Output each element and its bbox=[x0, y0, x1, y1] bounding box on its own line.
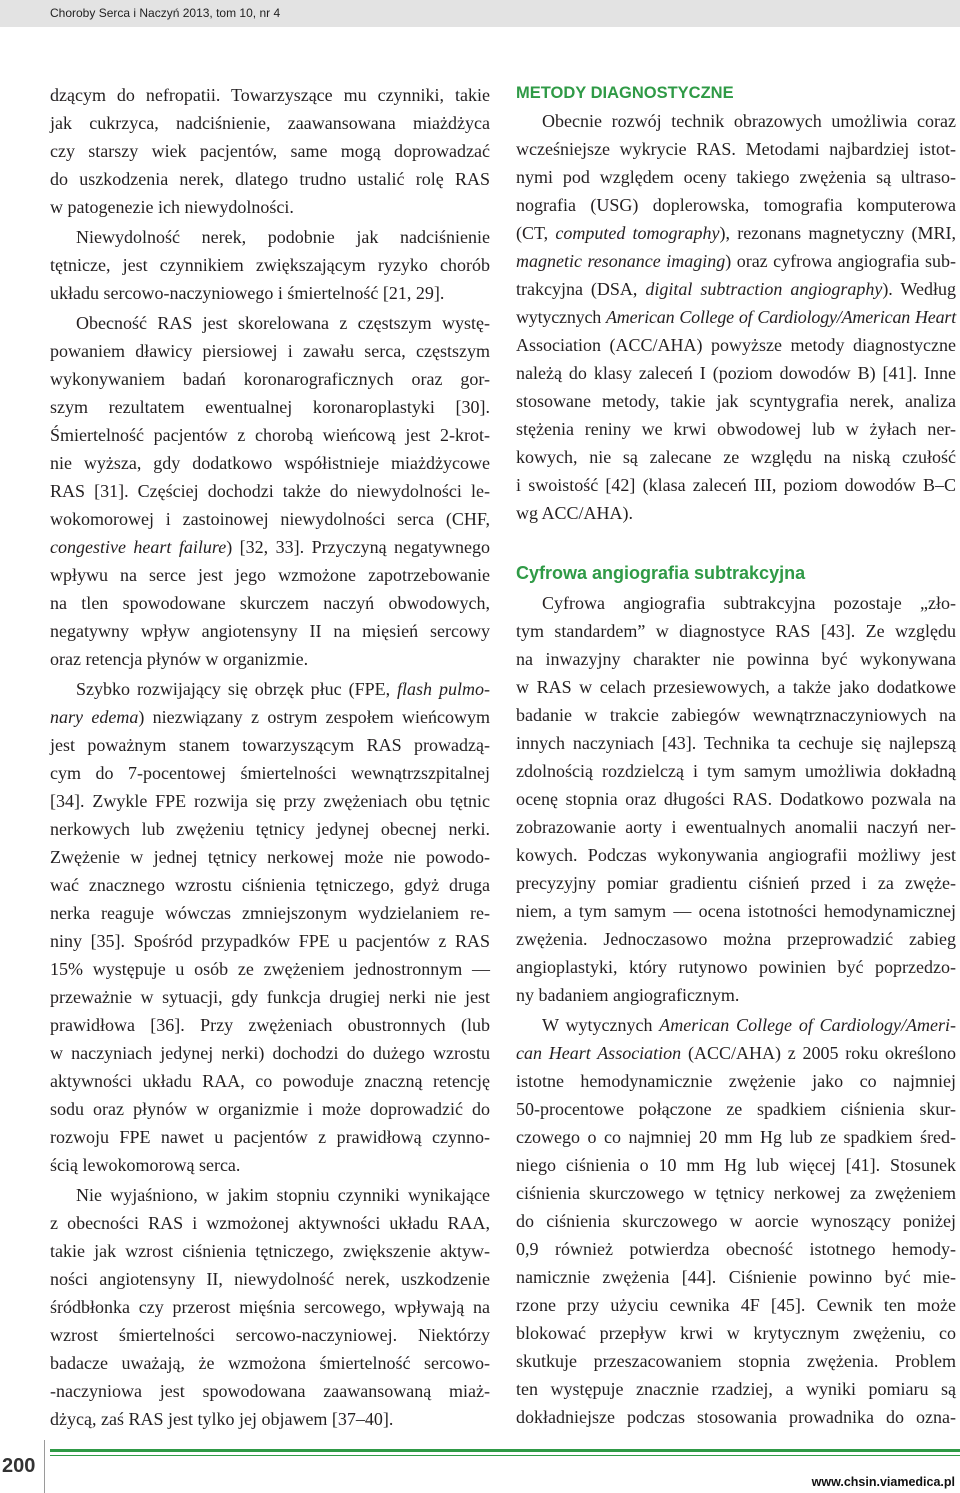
text-line bbox=[50, 617, 490, 645]
text-segment: takie jak wzrost ciśnienia tętniczego, zwiększenie aktyw- bbox=[50, 1241, 490, 1261]
text-segment: w RAS w celach przesiewowych, a także jako dodatkowe bbox=[516, 677, 956, 697]
text-segment: ciśnienia skurczowego w tętnicy nerkowej za zwężeniem bbox=[516, 1183, 956, 1203]
text-segment: tym standardem” w diagnostyce RAS [43]. Ze względu bbox=[516, 621, 956, 641]
text-line bbox=[516, 1011, 956, 1039]
italic-text: American College of Cardiology/Ameri- bbox=[659, 1015, 956, 1035]
text-segment: oraz retencja płynów w organizmie. bbox=[50, 649, 309, 669]
text-segment: do ciśnienia skurczowego w aorcie wynoszący poniżej bbox=[516, 1211, 956, 1231]
text-segment: 0,9 również potwierdza obecność istotnego hemody- bbox=[516, 1239, 956, 1259]
text-segment: kowych. Podczas wykonywania angiografii możliwy jest bbox=[516, 845, 956, 865]
page-number: 200 bbox=[2, 1455, 36, 1477]
text-line bbox=[516, 981, 956, 1009]
text-segment: czowego o co najmniej 20 mm Hg lub ze spadkiem śred- bbox=[516, 1127, 956, 1147]
text-line bbox=[516, 247, 956, 275]
text-segment: zobrazowanie aorty i ewentualnych anomalii naczyń ner- bbox=[516, 817, 956, 837]
paragraph bbox=[50, 309, 490, 673]
text-segment: zwężenia. Jednoczasowo można przeprowadzić zabieg bbox=[516, 929, 956, 949]
text-line bbox=[516, 1067, 956, 1095]
text-segment: układu sercowo-naczyniowego i śmiertelność [21, 29]. bbox=[50, 283, 445, 303]
text-segment: ścią lewokomorową serca. bbox=[50, 1155, 241, 1175]
text-line bbox=[516, 219, 956, 247]
text-segment: niego ciśnienia o 10 mm Hg lub więcej [41]. Stosunek bbox=[516, 1155, 956, 1175]
text-line bbox=[50, 1181, 490, 1209]
italic-text: magnetic resonance imaging bbox=[516, 251, 726, 271]
text-segment: zdolnością rozdzielczą i tym samym umożliwia dokładną bbox=[516, 761, 956, 781]
text-line bbox=[516, 1179, 956, 1207]
journal-website: www.chsin.viamedica.pl bbox=[811, 1475, 955, 1489]
text-line bbox=[50, 675, 490, 703]
text-line bbox=[50, 1377, 490, 1405]
italic-text: computed tomography bbox=[555, 223, 720, 243]
text-line bbox=[516, 925, 956, 953]
text-segment: badacze uważają, że wzmożona śmiertelność sercowo- bbox=[50, 1353, 490, 1373]
text-segment: śródbłonka czy przerost mięśnia sercowego, wpływają na bbox=[50, 1297, 490, 1317]
text-segment: rozwoju FPE nawet u pacjentów z prawidłową czynno- bbox=[50, 1127, 490, 1147]
text-segment: namicznie zwężenia [44]. Ciśnienie powinno być mie- bbox=[516, 1267, 956, 1287]
text-segment: na inwazyjny charakter nie powinna być wykonywana bbox=[516, 649, 956, 669]
text-segment: dżycą, zaś RAS jest tylko jej objawem [37–40]. bbox=[50, 1409, 394, 1429]
text-line bbox=[516, 1123, 956, 1151]
footer-rule bbox=[50, 1449, 960, 1452]
text-line bbox=[50, 393, 490, 421]
text-segment: niny [35]. Spośród przypadków FPE u pacjentów z RAS bbox=[50, 931, 490, 951]
text-segment: czy starszy wiek pacjentów, same mogą doprowadzać bbox=[50, 141, 490, 161]
text-segment: badanie w trakcie zabiegów wewnątrznaczyniowych na bbox=[516, 705, 956, 725]
text-segment: kowych, nie są zalecane ze względu na niską czułość bbox=[516, 447, 956, 467]
paragraph bbox=[50, 81, 490, 221]
text-line bbox=[50, 449, 490, 477]
text-segment: ocenę stopnia oraz długości RAS. Dodatkowo pozwala na bbox=[516, 789, 956, 809]
text-line bbox=[50, 137, 490, 165]
text-line bbox=[516, 275, 956, 303]
text-line bbox=[516, 897, 956, 925]
text-line bbox=[516, 471, 956, 499]
text-line bbox=[516, 499, 956, 527]
text-line bbox=[50, 815, 490, 843]
text-line bbox=[516, 953, 956, 981]
text-segment: tętnicze, jest czynnikiem zwiększającym ryzyko chorób bbox=[50, 255, 490, 275]
running-title: Choroby Serca i Naczyń 2013, tom 10, nr 4 bbox=[50, 6, 281, 20]
text-segment: niem, a tym samym — ocena istotności hemodynamicznej bbox=[516, 901, 956, 921]
text-line bbox=[50, 1405, 490, 1433]
text-line bbox=[50, 1039, 490, 1067]
text-segment: z obecności RAS i wzmożonej aktywności układu RAA, bbox=[50, 1213, 490, 1233]
text-line bbox=[50, 365, 490, 393]
text-segment: precyzyjny pomiar gradientu ciśnień przed i za zwęże- bbox=[516, 873, 956, 893]
text-line bbox=[50, 955, 490, 983]
text-line bbox=[516, 1291, 956, 1319]
text-segment: stężenia reniny we krwi obwodowej lub w żyłach ner- bbox=[516, 419, 956, 439]
text-segment: Cyfrowa angiografia subtrakcyjna pozostaje „zło- bbox=[542, 593, 956, 613]
text-line bbox=[50, 533, 490, 561]
text-segment: 15% występuje u osób ze zwężeniem jednostronnym — bbox=[50, 959, 490, 979]
footer-rule-thin bbox=[50, 1455, 960, 1456]
text-line bbox=[50, 561, 490, 589]
text-line bbox=[50, 1209, 490, 1237]
italic-text: flash pulmo- bbox=[397, 679, 490, 699]
text-line bbox=[516, 191, 956, 219]
text-segment: ) [32, 33]. Przyczyną negatywnego bbox=[226, 537, 490, 557]
text-line bbox=[50, 983, 490, 1011]
paragraph bbox=[50, 223, 490, 307]
text-line bbox=[516, 673, 956, 701]
text-line bbox=[516, 869, 956, 897]
text-line bbox=[516, 841, 956, 869]
text-line bbox=[50, 81, 490, 109]
text-segment: Association (ACC/AHA) powyższe metody diagnostyczne bbox=[516, 335, 956, 355]
paragraph bbox=[516, 107, 956, 527]
text-segment: wokomorowej i zastoinowej niewydolności serca (CHF, bbox=[50, 509, 490, 529]
text-line bbox=[50, 1293, 490, 1321]
paragraph bbox=[50, 1181, 490, 1433]
text-segment: Niewydolność nerek, podobnie jak nadciśnienie bbox=[76, 227, 490, 247]
text-line bbox=[516, 387, 956, 415]
text-segment: wytycznych bbox=[516, 307, 606, 327]
text-line bbox=[50, 421, 490, 449]
text-line bbox=[516, 1207, 956, 1235]
text-segment: ) niezwiązany z ostrym zespołem wieńcowym bbox=[138, 707, 490, 727]
text-segment: jak cukrzyca, nadciśnienie, zaawansowana miażdżyca bbox=[50, 113, 490, 133]
text-line bbox=[516, 303, 956, 331]
section-heading: METODY DIAGNOSTYCZNE bbox=[516, 84, 734, 102]
text-line bbox=[50, 589, 490, 617]
text-segment: wać znacznego wzrostu ciśnienia tętniczego, gdyż druga bbox=[50, 875, 490, 895]
text-line bbox=[50, 703, 490, 731]
text-line bbox=[516, 107, 956, 135]
text-line bbox=[50, 645, 490, 673]
text-segment: Obecnie rozwój technik obrazowych umożliwia coraz bbox=[542, 111, 956, 131]
text-line bbox=[50, 899, 490, 927]
text-segment: i swoistość [42] (klasa zaleceń III, poziom dowodów B–C bbox=[516, 475, 956, 495]
italic-text: nary edema bbox=[50, 707, 139, 727]
text-line bbox=[516, 1347, 956, 1375]
text-line bbox=[516, 163, 956, 191]
text-segment: negatywny wpływ angiotensyny II na mięsień sercowy bbox=[50, 621, 490, 641]
right-column bbox=[516, 79, 956, 1431]
text-line bbox=[50, 1349, 490, 1377]
text-segment: Obecność RAS jest skorelowana z częstszym wystę- bbox=[76, 313, 490, 333]
text-segment: RAS [31]. Częściej dochodzi także do niewydolności le- bbox=[50, 481, 490, 501]
text-segment: na tlen spowodowane skurczem naczyń obwodowych, bbox=[50, 593, 490, 613]
text-segment: wcześniejsze wykrycie RAS. Metodami najbardziej istot- bbox=[516, 139, 956, 159]
text-segment: ) oraz cyfrowa angiografia sub- bbox=[725, 251, 956, 271]
text-segment: nografia (USG) doplerowska, tomografia komputerowa bbox=[516, 195, 956, 215]
text-segment: ). Według bbox=[882, 279, 956, 299]
paragraph bbox=[516, 589, 956, 1009]
text-line bbox=[50, 1237, 490, 1265]
italic-text: American College of Cardiology/American Heart bbox=[605, 307, 957, 327]
text-line bbox=[516, 1095, 956, 1123]
text-line bbox=[516, 1319, 956, 1347]
text-line bbox=[516, 757, 956, 785]
text-line bbox=[50, 251, 490, 279]
text-segment: stosowane metody, takie jak scyntygrafia nerek, analiza bbox=[516, 391, 956, 411]
text-line bbox=[50, 279, 490, 307]
text-segment: wg ACC/AHA). bbox=[516, 503, 634, 523]
text-line bbox=[516, 1263, 956, 1291]
text-segment: trakcyjna (DSA, bbox=[516, 279, 646, 299]
text-segment: innych naczyniach [43]. Technika ta cechuje się najlepszą bbox=[516, 733, 956, 753]
text-segment: 50-procentowe połączone ze spadkiem ciśnienia skur- bbox=[516, 1099, 956, 1119]
text-line bbox=[516, 785, 956, 813]
text-line bbox=[50, 193, 490, 221]
text-segment: ny badaniem angiograficznym. bbox=[516, 985, 740, 1005]
text-segment: istotne hemodynamicznie zwężenie jako co najmniej bbox=[516, 1071, 956, 1091]
text-line bbox=[50, 1123, 490, 1151]
text-line bbox=[516, 415, 956, 443]
text-segment: blokować przepływ krwi w krytycznym zwężeniu, co bbox=[516, 1323, 956, 1343]
text-segment: ten występuje znacznie rzadziej, a wyniki pomiaru są bbox=[516, 1379, 956, 1399]
italic-text: digital subtraction angiography bbox=[645, 279, 883, 299]
text-segment: powaniem dławicy piersiowej i zawału serca, częstszym bbox=[50, 341, 490, 361]
text-line bbox=[516, 331, 956, 359]
text-line bbox=[50, 505, 490, 533]
paragraph bbox=[516, 1011, 956, 1431]
text-segment: dzącym do nefropatii. Towarzyszące mu czynniki, takie bbox=[50, 85, 490, 105]
text-segment: sodu oraz płynów w organizmie i może doprowadzić do bbox=[50, 1099, 490, 1119]
text-line bbox=[516, 589, 956, 617]
left-column bbox=[50, 81, 490, 1433]
text-line bbox=[50, 1095, 490, 1123]
text-segment: nerkowych lub zwężeniu tętnicy jedynej obecnej nerki. bbox=[50, 819, 490, 839]
text-segment: do uszkodzenia nerek, dlatego trudno ustalić rolę RAS bbox=[50, 169, 490, 189]
italic-text: congestive heart failure bbox=[50, 537, 227, 557]
text-segment: przeważnie w sytuacji, gdy funkcja drugiej nerki nie jest bbox=[50, 987, 490, 1007]
text-line bbox=[50, 1265, 490, 1293]
text-segment: Szybko rozwijający się obrzęk płuc (FPE, bbox=[76, 679, 398, 699]
text-segment: aktywności układu RAA, co powoduje znaczną retencję bbox=[50, 1071, 490, 1091]
text-line bbox=[516, 813, 956, 841]
text-line bbox=[516, 1403, 956, 1431]
text-line bbox=[516, 645, 956, 673]
text-line bbox=[50, 337, 490, 365]
text-line bbox=[516, 1151, 956, 1179]
text-line bbox=[516, 617, 956, 645]
text-line bbox=[50, 109, 490, 137]
text-line bbox=[516, 1039, 956, 1067]
text-line bbox=[50, 1151, 490, 1179]
text-line bbox=[50, 843, 490, 871]
text-line bbox=[516, 359, 956, 387]
text-line bbox=[50, 1011, 490, 1039]
text-line bbox=[50, 871, 490, 899]
text-segment: skutkuje przeszacowaniem stopnia zwężenia. Problem bbox=[516, 1351, 956, 1371]
text-line bbox=[50, 927, 490, 955]
text-segment: jest poważnym stanem towarzyszącym RAS prowadzą- bbox=[50, 735, 490, 755]
text-segment: Śmiertelność pacjentów z chorobą wieńcową jest 2-krot- bbox=[50, 425, 490, 445]
text-segment: należą do klasy zaleceń I (poziom dowodów B) [41]. Inne bbox=[516, 363, 956, 383]
text-segment: ), rezonans magnetyczny (MRI, bbox=[719, 223, 956, 243]
text-line bbox=[516, 443, 956, 471]
text-segment: nymi pod względem oceny takiego zwężenia są ultraso- bbox=[516, 167, 956, 187]
text-line bbox=[50, 165, 490, 193]
text-segment: angioplastyki, który rutynowo powinien być poprzedzo- bbox=[516, 957, 956, 977]
text-line bbox=[516, 701, 956, 729]
text-segment: nie wyższa, gdy dodatkowo współistnieje miażdżycowe bbox=[50, 453, 490, 473]
text-segment: (ACC/AHA) z 2005 roku określono bbox=[681, 1043, 956, 1063]
text-line bbox=[516, 1375, 956, 1403]
text-line bbox=[50, 477, 490, 505]
text-line bbox=[516, 1235, 956, 1263]
text-line bbox=[50, 223, 490, 251]
text-segment: [34]. Zwykle FPE rozwija się przy zwężeniach obu tętnic bbox=[50, 791, 490, 811]
text-segment: W wytycznych bbox=[542, 1015, 660, 1035]
paragraph bbox=[50, 675, 490, 1179]
text-segment: szym rezultatem ewentualnej koronaroplastyki [30]. bbox=[50, 397, 490, 417]
subsection-heading: Cyfrowa angiografia subtrakcyjna bbox=[516, 563, 806, 583]
text-segment: ności angiotensyny II, niewydolność nerek, uszkodzenie bbox=[50, 1269, 490, 1289]
text-line bbox=[50, 1321, 490, 1349]
text-segment: dokładniejsze podczas stosowania prowadnika do ozna- bbox=[516, 1407, 956, 1427]
text-segment: w naczyniach jedynej nerki) dochodzi do dużego wzrostu bbox=[50, 1043, 490, 1063]
text-segment: w patogenezie ich niewydolności. bbox=[50, 197, 294, 217]
text-line bbox=[50, 759, 490, 787]
text-segment: wpływu na serce jest jego wzmożone zapotrzebowanie bbox=[50, 565, 490, 585]
text-line bbox=[50, 787, 490, 815]
text-segment: Nie wyjaśniono, w jakim stopniu czynniki wynikające bbox=[76, 1185, 490, 1205]
text-segment: wykonywaniem badań koronarograficznych oraz gor- bbox=[50, 369, 490, 389]
text-segment: rzone przy użyciu cewnika 4F [45]. Cewnik ten może bbox=[516, 1295, 956, 1315]
text-segment: -naczyniowa jest spowodowana zaawansowaną miaż- bbox=[50, 1381, 490, 1401]
text-line bbox=[50, 731, 490, 759]
text-segment: wzrost śmiertelności sercowo-naczyniowej. Niektórzy bbox=[50, 1325, 490, 1345]
text-segment: nerka reaguje wówczas zmniejszonym wydzielaniem re- bbox=[50, 903, 490, 923]
text-line bbox=[516, 135, 956, 163]
text-segment: (CT, bbox=[516, 223, 556, 243]
page-number-divider bbox=[44, 1440, 45, 1493]
text-segment: cym do 7-pocentowej śmiertelności wewnątrzszpitalnej bbox=[50, 763, 490, 783]
text-line bbox=[50, 309, 490, 337]
text-line bbox=[516, 729, 956, 757]
text-segment: prawidłowa [36]. Przy zwężeniach obustronnych (lub bbox=[50, 1015, 490, 1035]
text-line bbox=[50, 1067, 490, 1095]
italic-text: can Heart Association bbox=[516, 1043, 682, 1063]
text-segment: Zwężenie w jednej tętnicy nerkowej może nie powodo- bbox=[50, 847, 490, 867]
